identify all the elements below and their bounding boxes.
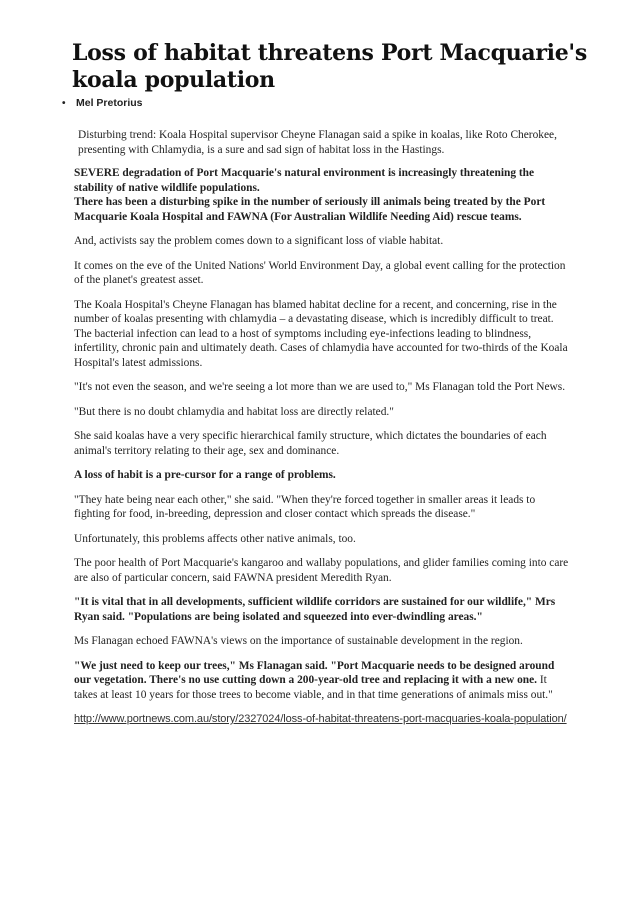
subheading: A loss of habit is a pre-cursor for a range of problems. [74,469,336,481]
paragraph: The poor health of Port Macquarie's kangaroo and wallaby populations, and glider families coming into care are also of particular concern, said FAWNA president Meredith Ryan. [74,557,569,584]
paragraph: "They hate being near each other," she said. "When they're forced together in smaller areas it leads to fighting for food, in-breeding, depression and closer contact which spreads the disease." [74,493,536,520]
bullet-icon: • [62,98,66,109]
flanagan-quote-rest: It takes at least 10 years for those trees to become viable, and in that time generations of animals miss out." [74,674,553,701]
flanagan-quote [74,659,570,703]
article-body [74,128,570,737]
ryan-quote: "It is vital that in all developments, sufficient wildlife corridors are sustained for our wildlife," Mrs Ryan said. "Populations are being isolated and squeezed into ever-dwindling areas." [74,596,556,623]
paragraph: Unfortunately, this problems affects other native animals, too. [74,532,356,545]
paragraph: The Koala Hospital's Cheyne Flanagan has blamed habitat decline for a recent, and concerning, rise in the number of koalas presenting with chlamydia – a devastating disease, which is incredibly difficult to treat. The bacterial infection can lead to a host of symptoms including eye-infections leading to blindness, infertility, chronic pain and ultimately death. Cases of chlamydia have accounted for two-thirds of the Koala Hospital's latest admissions. [74,298,568,369]
source-link-paragraph [74,712,570,727]
source-link[interactable]: http://www.portnews.com.au/story/2327024/loss-of-habitat-threatens-port-macquaries-koala-population/ [74,713,567,725]
flanagan-quote-bold: "We just need to keep our trees," Ms Flanagan said. "Port Macquarie needs to be designed around our vegetation. There's no use cutting down a 200-year-old tree and replacing it with a new one. [74,659,555,686]
intro-paragraph [74,166,570,224]
byline [62,97,143,109]
paragraph: And, activists say the problem comes down to a significant loss of viable habitat. [74,235,444,247]
paragraph: She said koalas have a very specific hierarchical family structure, which dictates the boundaries of each animal's territory relating to their age, sex and dominance. [74,430,547,457]
intro-line-1: SEVERE degradation of Port Macquarie's natural environment is increasingly threatening the stability of native wildlife populations. [74,167,535,194]
paragraph: It comes on the eve of the United Nations' World Environment Day, a global event calling for the protection of the planet's greatest asset. [74,259,566,286]
photo-caption: Disturbing trend: Koala Hospital supervisor Cheyne Flanagan said a spike in koalas, like Roto Cherokee, presenting with Chlamydia, is a sure and sad sign of habitat loss in the Hastings. [78,129,557,156]
paragraph: "But there is no doubt chlamydia and habitat loss are directly related." [74,405,394,418]
author-name: Mel Pretorius [76,97,143,109]
paragraph: Ms Flanagan echoed FAWNA's views on the importance of sustainable development in the region. [74,635,523,647]
article-title: Loss of habitat threatens Port Macquarie's koala population [72,40,587,93]
paragraph: "It's not even the season, and we're seeing a lot more than we are used to," Ms Flanagan told the Port News. [74,381,566,393]
intro-line-2: There has been a disturbing spike in the number of seriously ill animals being treated by the Port Macquarie Koala Hospital and FAWNA (For Australian Wildlife Needing Aid) rescue teams. [74,196,546,223]
